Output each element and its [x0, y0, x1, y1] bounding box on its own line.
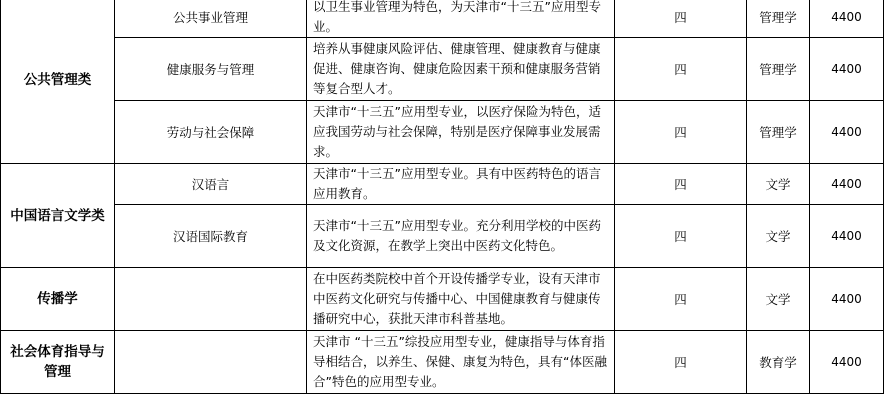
tuition-cell: 4400 — [810, 101, 884, 164]
category-cell: 社会体育指导与管理 — [1, 331, 115, 394]
major-cell: 劳动与社会保障 — [115, 101, 307, 164]
years-cell: 四 — [615, 268, 747, 331]
table-row — [1, 164, 884, 205]
table-row — [1, 101, 884, 164]
description-cell: 天津市 “十三五”综投应用型专业，健康指导与体育指导相结合，以养生、保健、康复为特色，具有“体医融合”特色的应用型专业。 — [307, 331, 615, 394]
table-row — [1, 268, 884, 331]
tuition-cell: 4400 — [810, 268, 884, 331]
tuition-cell: 4400 — [810, 205, 884, 268]
description-cell: 在中医药类院校中首个开设传播学专业，设有天津市中医药文化研究与传播中心、中国健康教育与健康传播研究中心，获批天津市科普基地。 — [307, 268, 615, 331]
description-cell: 天津市“十三五”应用型专业，以医疗保险为特色，适应我国劳动与社会保障，特别是医疗保障事业发展需求。 — [307, 101, 615, 164]
major-cell: 公共事业管理 — [115, 0, 307, 38]
major-cell: 汉语言 — [115, 164, 307, 205]
tuition-cell: 4400 — [810, 0, 884, 38]
tuition-cell: 4400 — [810, 164, 884, 205]
degree-cell: 文学 — [747, 268, 810, 331]
table-row — [1, 38, 884, 101]
years-cell: 四 — [615, 38, 747, 101]
degree-cell: 管理学 — [747, 0, 810, 38]
degree-cell: 管理学 — [747, 101, 810, 164]
major-cell — [115, 268, 307, 331]
years-cell: 四 — [615, 205, 747, 268]
major-cell: 健康服务与管理 — [115, 38, 307, 101]
description-cell: 培养从事健康风险评估、健康管理、健康教育与健康促进、健康咨询、健康危险因素干预和健康服务营销等复合型人才。 — [307, 38, 615, 101]
degree-cell: 文学 — [747, 164, 810, 205]
major-cell: 汉语国际教育 — [115, 205, 307, 268]
years-cell: 四 — [615, 331, 747, 394]
tuition-cell: 4400 — [810, 331, 884, 394]
category-cell: 公共管理类 — [1, 0, 115, 164]
degree-cell: 管理学 — [747, 38, 810, 101]
tuition-cell: 4400 — [810, 38, 884, 101]
degree-cell: 教育学 — [747, 331, 810, 394]
category-cell: 传播学 — [1, 268, 115, 331]
description-cell: 以卫生事业管理为特色，为天津市“十三五”应用型专业。 — [307, 0, 615, 38]
years-cell: 四 — [615, 0, 747, 38]
degree-cell: 文学 — [747, 205, 810, 268]
major-cell — [115, 331, 307, 394]
table-row — [1, 205, 884, 268]
description-cell: 天津市“十三五”应用型专业。具有中医药特色的语言应用教育。 — [307, 164, 615, 205]
table-row — [1, 331, 884, 394]
years-cell: 四 — [615, 101, 747, 164]
description-cell: 天津市“十三五”应用型专业。充分利用学校的中医药及文化资源，在教学上突出中医药文化特色。 — [307, 205, 615, 268]
category-cell: 中国语言文学类 — [1, 164, 115, 268]
years-cell: 四 — [615, 164, 747, 205]
table-row — [1, 0, 884, 38]
